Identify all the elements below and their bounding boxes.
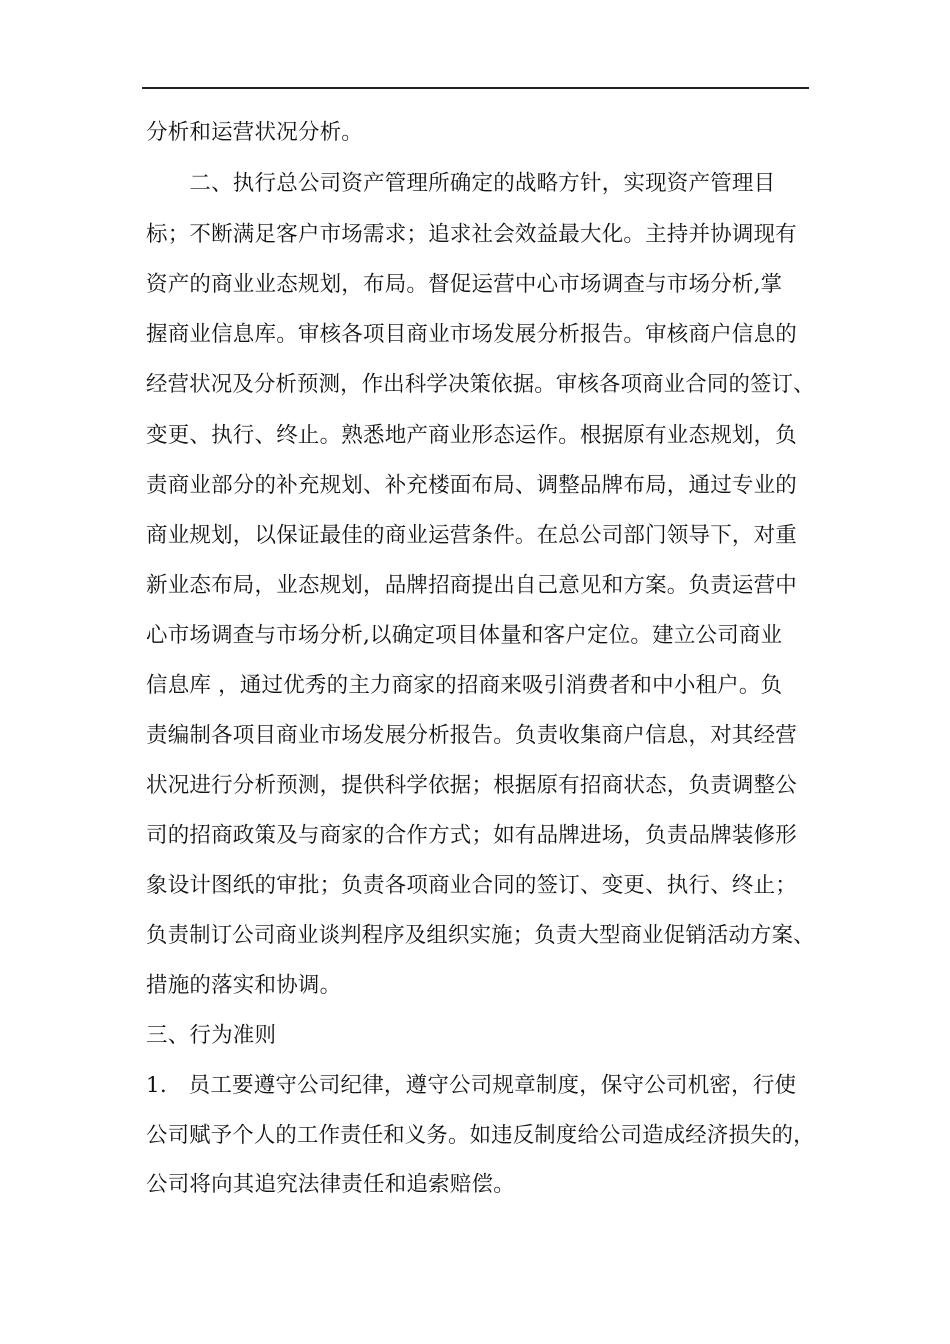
section-heading: 三、行为准则 bbox=[146, 1023, 277, 1048]
text-line: 新业态布局，业态规划，品牌招商提出自己意见和方案。负责运营中 bbox=[146, 573, 798, 598]
text-line: 分析和运营状况分析。 bbox=[146, 120, 364, 145]
text-line: 责编制各项目商业市场发展分析报告。负责收集商户信息，对其经营 bbox=[146, 723, 798, 748]
text-line: 象设计图纸的审批；负责各项商业合同的签订、变更、执行、终止； bbox=[146, 873, 798, 898]
text-line: 商业规划，以保证最佳的商业运营条件。在总公司部门领导下，对重 bbox=[146, 523, 798, 548]
text-line: 负责制订公司商业谈判程序及组织实施；负责大型商业促销活动方案、 bbox=[146, 923, 815, 948]
text-line: 变更、执行、终止。熟悉地产商业形态运作。根据原有业态规划，负 bbox=[146, 423, 798, 448]
text-line: 信息库 ，通过优秀的主力商家的招商来吸引消费者和中小租户。负 bbox=[146, 673, 783, 698]
text-line: 经营状况及分析预测，作出科学决策依据。审核各项商业合同的签订、 bbox=[146, 372, 815, 397]
text-line: 公司赋予个人的工作责任和义务。如违反制度给公司造成经济损失的， bbox=[146, 1123, 815, 1148]
text-line: 1. 员工要遵守公司纪律，遵守公司规章制度，保守公司机密，行使 bbox=[146, 1073, 797, 1098]
text-line: 司的招商政策及与商家的合作方式；如有品牌进场，负责品牌装修形 bbox=[146, 823, 798, 848]
text-line: 心市场调查与市场分析,以确定项目体量和客户定位。建立公司商业 bbox=[146, 623, 783, 648]
text-line: 握商业信息库。审核各项目商业市场发展分析报告。审核商户信息的 bbox=[146, 322, 798, 347]
text-line: 二、执行总公司资产管理所确定的战略方针，实现资产管理目 bbox=[146, 171, 776, 196]
text-line: 公司将向其追究法律责任和追索赔偿。 bbox=[146, 1172, 515, 1197]
text-line: 标；不断满足客户市场需求；追求社会效益最大化。主持并协调现有 bbox=[146, 222, 798, 247]
text-line: 责商业部分的补充规划、补充楼面布局、调整品牌布局，通过专业的 bbox=[146, 473, 798, 498]
text-line: 资产的商业业态规划，布局。督促运营中心市场调查与市场分析,掌 bbox=[146, 272, 783, 297]
text-line: 状况进行分析预测，提供科学依据；根据原有招商状态，负责调整公 bbox=[146, 773, 798, 798]
text-line: 措施的落实和协调。 bbox=[146, 973, 342, 998]
header-rule bbox=[142, 87, 809, 89]
